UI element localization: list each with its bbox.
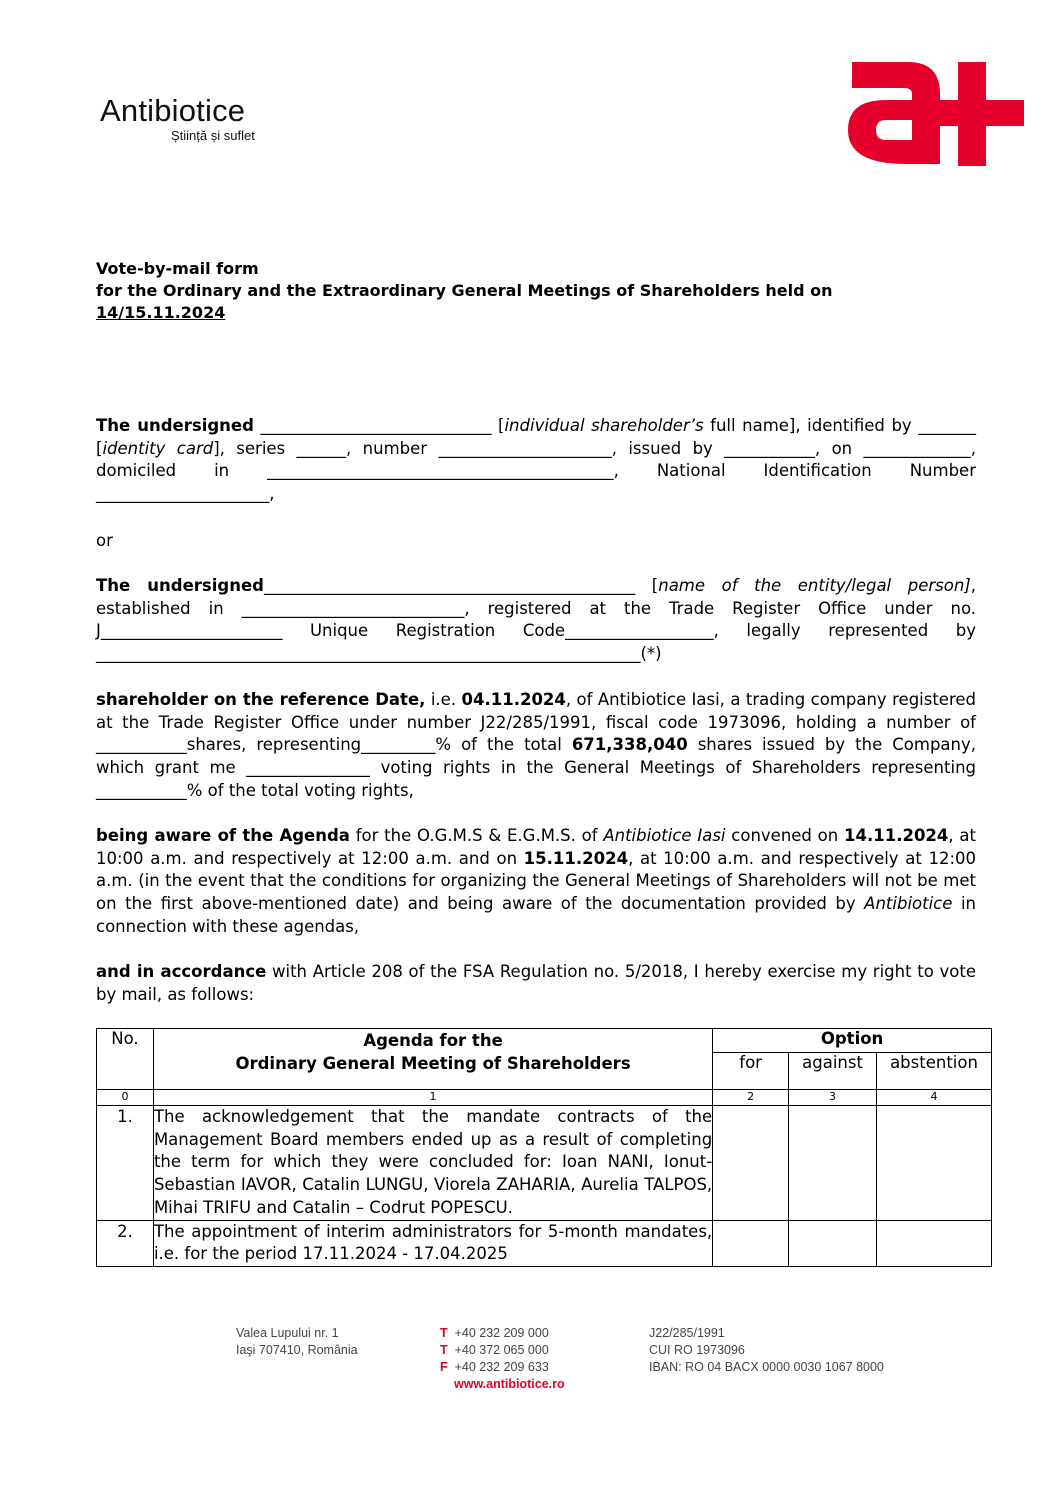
para1-italic-b: individual shareholder’s	[504, 416, 704, 435]
para1-italic-d: identity card	[102, 438, 214, 458]
title-date: 14/15.11.2024	[96, 303, 226, 322]
vote-for-cell[interactable]	[713, 1220, 789, 1266]
para1-text-a: ____________________________ [	[253, 416, 505, 435]
brand-tagline: Știință și suflet	[171, 128, 255, 143]
a-plus-logo-icon	[846, 60, 1026, 168]
footer-cui: CUI RO 1973096	[649, 1343, 745, 1357]
or-separator: or	[96, 531, 113, 550]
vote-against-cell[interactable]	[789, 1220, 877, 1266]
agenda-awareness-paragraph	[96, 825, 976, 939]
footer-address-line-1: Valea Lupului nr. 1	[236, 1326, 339, 1340]
footer-address-line-2: Iaşi 707410, România	[236, 1343, 358, 1357]
para4-text-d: , at 10:00 a.m. and respectively at 12:00 a.m. (in the event that the conditions for organizing the General Meetings of Shareholders will not be met on the first above-mentioned date) and being aware of the documentation provided by	[96, 848, 976, 914]
para1-lead: The undersigned	[96, 416, 254, 435]
footer-website-link[interactable]: www.antibiotice.ro	[454, 1377, 565, 1391]
meeting-date-1: 14.11.2024	[844, 826, 949, 845]
para1-text-c: full name], identified by _______ [	[96, 416, 976, 458]
para5-text-a: with Article 208 of the FSA Regulation no. 5/2018, I hereby exercise my right to vote by mail, as follows:	[96, 962, 976, 1004]
shareholding-paragraph	[96, 689, 976, 803]
header-agenda	[153, 1029, 712, 1090]
para3-lead: shareholder on the reference Date,	[96, 690, 426, 709]
para2-text-c: , established in ___________________________, registered at the Trade Register Office under no. J______________________ Unique Registration Code__________________, legally represented by __________________________________________________________________(*)	[96, 576, 976, 664]
vote-against-cell[interactable]	[789, 1106, 877, 1221]
fax-label: F	[440, 1360, 448, 1374]
para3-text-b: , of Antibiotice Iasi, a trading company registered at the Trade Register Office under number J22/285/1991, fiscal code 1973096, holding a number of ___________shares, representing_________% of the total	[96, 690, 977, 755]
column-index: 3	[789, 1090, 877, 1106]
column-index: 0	[97, 1090, 154, 1106]
accordance-paragraph	[96, 961, 976, 1006]
individual-shareholder-paragraph	[96, 415, 976, 506]
row-number: 2.	[97, 1220, 154, 1266]
column-index: 1	[153, 1090, 712, 1106]
footer-address	[236, 1325, 358, 1359]
reference-date: 04.11.2024	[461, 690, 566, 709]
header-agenda-line-1: Agenda for the	[363, 1031, 503, 1050]
para3-text-c: shares issued by the Company, which grant me _______________ voting rights in the General Meetings of Shareholders representing ___________% of the total voting rights,	[96, 735, 976, 800]
footer-fax: +40 232 209 633	[454, 1360, 549, 1374]
footer-phone-2: +40 372 065 000	[454, 1343, 549, 1357]
phone-label: T	[440, 1343, 448, 1357]
meeting-date-2: 15.11.2024	[523, 848, 629, 868]
para4-text-a: for the O.G.M.S & E.G.M.S. of	[349, 826, 604, 845]
phone-label: T	[440, 1326, 448, 1340]
agenda-item-text: The appointment of interim administrators for 5-month mandates, i.e. for the period 17.11.2024 - 17.04.2025	[153, 1220, 712, 1266]
para4-lead: being aware of the Agenda	[96, 826, 350, 845]
para3-text-a: i.e.	[425, 690, 462, 709]
para4-text-e: in connection with these agendas,	[96, 894, 976, 936]
footer-contacts	[440, 1325, 565, 1393]
column-index: 4	[877, 1090, 992, 1106]
footer-registration	[649, 1325, 884, 1376]
para4-text-c: , at 10:00 a.m. and respectively at 12:00 a.m. and on	[96, 826, 977, 868]
para4-company: Antibiotice Iasi	[603, 826, 726, 845]
header-against: against	[789, 1053, 877, 1090]
table-row	[97, 1220, 992, 1266]
legal-person-paragraph	[96, 575, 976, 666]
title-line-1: Vote-by-mail form	[96, 259, 259, 278]
para5-lead: and in accordance	[96, 962, 267, 981]
agenda-item-text: The acknowledgement that the mandate contracts of the Management Board members ended up as a result of completing the term for which they were concluded for: Ioan NANI, Ionut-Sebastian IAVOR, Catalin LUNGU, Viorela ZAHARIA, Aurelia TALPOS, Mihai TRIFU and Catalin – Codrut POPESCU.	[153, 1106, 712, 1221]
document-title	[96, 258, 832, 324]
vote-for-cell[interactable]	[713, 1106, 789, 1221]
header-no: No.	[97, 1029, 154, 1090]
table-row	[97, 1106, 992, 1221]
header-option: Option	[713, 1029, 992, 1053]
brand-block	[100, 94, 255, 143]
footer-phone-1: +40 232 209 000	[454, 1326, 549, 1340]
para2-text-a: _____________________________________________ [	[263, 576, 659, 595]
header-for: for	[713, 1053, 789, 1090]
title-line-2: for the Ordinary and the Extraordinary General Meetings of Shareholders held on	[96, 281, 833, 300]
para4-text-b: convened on	[725, 826, 845, 845]
vote-abstention-cell[interactable]	[877, 1220, 992, 1266]
agenda-table	[96, 1028, 992, 1267]
row-number: 1.	[97, 1106, 154, 1221]
vote-abstention-cell[interactable]	[877, 1106, 992, 1221]
para1-text-e: ], series ______, number _____________________, issued by ___________, on _____________, domiciled in __________________________________________, National Identification Number _____________________,	[96, 438, 976, 504]
footer-iban: IBAN: RO 04 BACX 0000 0030 1067 8000	[649, 1360, 884, 1374]
header-abstention: abstention	[877, 1053, 992, 1090]
para4-company-2: Antibiotice	[864, 894, 953, 914]
footer-registration-number: J22/285/1991	[649, 1326, 725, 1340]
brand-name: Antibiotice	[100, 93, 246, 128]
para2-italic-b: name of the entity/legal person]	[658, 576, 971, 595]
total-shares: 671,338,040	[571, 735, 688, 755]
column-index: 2	[713, 1090, 789, 1106]
para2-lead: The undersigned	[96, 576, 264, 595]
header-agenda-line-2: Ordinary General Meeting of Shareholders	[235, 1054, 631, 1073]
